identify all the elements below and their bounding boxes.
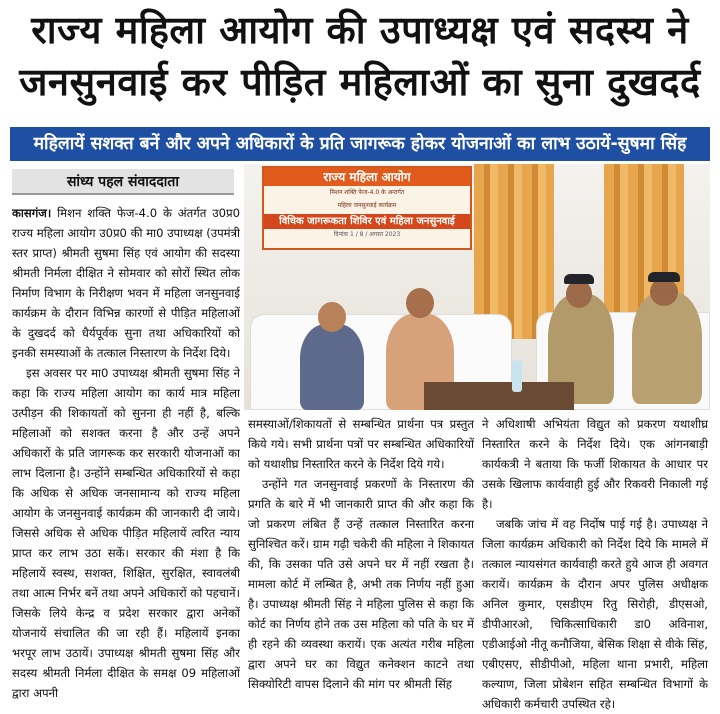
police-cap <box>648 272 680 282</box>
person-figure <box>632 292 702 404</box>
article-column-2 <box>248 414 474 711</box>
banner-date: दिनांक 1 / 8 / अगस्त 2023 <box>333 231 401 238</box>
paragraph-text: मिशन शक्ति फेज-4.0 के अंतर्गत उ0प्र0 राज्य महिला आयोग उ0प्र0 की मा0 उपाध्यक्ष (उपमंत्री स्तर प्राप्त) श्रीमती सुषमा सिंह एवं आयोग की सदस्या श्रीमती निर्मला दीक्षित ने सोमवार को सोरों स्थित लोक निर्माण विभाग के निरीक्षण भवन में महिला जनसुनवाई कार्यक्रम के दौरान विभिन्न कारणों से पीड़ित महिलाओं के दुखदर्द को धैर्यपूर्वक सुना तथा अधिकारियों को इनकी समस्याओं के तत्काल निस्तारण के निर्देश दिये। <box>12 206 240 360</box>
article-paragraph: उन्होंने गत जनसुनवाई प्रकरणों के निस्तारण की प्रगति के बारे में भी जानकारी प्राप्त की और कहा कि जो प्रकरण लंबित हैं उन्हें तत्काल निस्तारित करना सुनिश्चित करें। ग्राम गढ़ी चकेरी की महिला ने शिकायत की, कि उसका पति उसे अपने घर में नहीं रखता है। मामला कोर्ट में लम्बित है, अभी तक निर्णय नहीं हुआ है। उपाध्यक्ष श्रीमती सिंह ने महिला पुलिस से कहा कि कोर्ट का निर्णय होने तक उस महिला को पति के घर में ही रहने की व्यवस्था करायें। एक अत्यंत गरीब महिला द्वारा अपने घर का विद्युत कनेक्शन काटने तथा सिक्योरिटी वापस दिलाने की मांग पर श्रीमती सिंह <box>248 477 474 691</box>
police-cap <box>564 274 594 284</box>
event-flex-banner <box>262 166 472 250</box>
article-column-1 <box>12 203 240 711</box>
photo-curtain <box>474 164 554 339</box>
person-figure <box>300 324 364 410</box>
byline: सांध्य पहल संवाददाता <box>12 169 234 195</box>
banner-subtitle: मिशन शक्ति फेज-4.0 के अन्तर्गत <box>329 189 405 196</box>
headline-line-1: राज्य महिला आयोग की उपाध्यक्ष एवं सदस्य ने <box>31 8 689 52</box>
photo-table <box>424 382 574 410</box>
banner-strip: विधिक जागरूकता शिविर एवं महिला जनसुनवाई <box>264 214 470 229</box>
water-bottle <box>512 360 522 392</box>
dateline-place: कासगंज। <box>12 206 52 220</box>
headline-line-2: जनसुनवाई कर पीड़ित महिलाओं का सुना दुखदर्द <box>19 60 701 104</box>
article-paragraph: समस्याओं/शिकायतों से सम्बन्धित प्रार्थना पत्र प्रस्तुत किये गये। सभी प्रार्थना पत्रों पर सम्बन्धित अधिकारियों को यथाशीघ्र निस्तारित करने के निर्देश दिये गये। <box>248 417 474 471</box>
article-paragraph: जबकि जांच में वह निर्दोष पाई गई है। उपाध्यक्ष ने जिला कार्यक्रम अधिकारी को निर्देश दिये कि मामले में तत्काल न्यायसंगत कार्यवाही करते हुये आज ही अवगत करायें। कार्यक्रम के दौरान अपर पुलिस अधीक्षक अनिल कुमार, एसडीएम रितु सिरोही, डीएसओ, डीपीआरओ, चिकित्साधिकारी डा0 अविनाश, एडीआईओ नीतू कनौजिया, बेसिक शिक्षा से वीके सिंह, एबीएसए, सीडीपीओ, महिला थाना प्रभारी, महिला कल्याण, जिला प्रोबेशन सहित सम्बन्धित विभागों के अधिकारी कर्मचारी उपस्थित रहे। <box>482 517 708 711</box>
subheadline-banner: महिलायें सशक्त बनें और अपने अधिकारों के प्रति जागरूक होकर योजनाओं का लाभ उठायें-सुषमा सिंह <box>10 127 710 161</box>
person-head <box>406 288 434 318</box>
article-paragraph <box>12 203 240 363</box>
banner-subtitle-2: महिला जनसुनवाई कार्यक्रम <box>337 202 397 209</box>
headline <box>0 4 720 108</box>
person-head <box>318 302 346 332</box>
person-head <box>566 280 592 308</box>
article-column-3 <box>482 414 708 711</box>
person-head <box>650 278 678 306</box>
article-paragraph: ने अधिशाषी अभियंता विद्युत को प्रकरण यथाशीघ्र निस्तारित करने के निर्देश दिये। एक आंगनबाड़ी कार्यकत्री ने बताया कि फर्जी शिकायत के आधार पर उसके खिलाफ कार्यवाही हुई और रिकवरी निकाली गई है। <box>482 417 708 511</box>
banner-title: राज्य महिला आयोग <box>264 168 470 186</box>
news-photo <box>244 164 710 410</box>
article-paragraph: इस अवसर पर मा0 उपाध्यक्ष श्रीमती सुषमा सिंह ने कहा कि राज्य महिला आयोग का कार्य मात्र महिला उत्पीड़न की शिकायतों को सुनना ही नहीं है, बल्कि महिलाओं को सशक्त करना है और उन्हें अपने अधिकारों के प्रति जागरूक कर सरकारी योजनाओं का लाभ दिलाना है। उन्होंने सम्बन्धित अधिकारियों से कहा कि अधिक से अधिक जनसामान्य को राज्य महिला आयोग के जनसुनवाई कार्यक्रम की जानकारी दी जाये। जिससे अधिक से अधिक पीड़ित महिलायें त्वरित न्याय प्राप्त कर लाभ उठा सकें। सरकार की मंशा है कि महिलायें स्वस्थ, सशक्त, शिक्षित, सुरक्षित, स्वावलंबी तथा आत्म निर्भर बनें तथा अपने अधिकारों को पहचानें। जिसके लिये केन्द्र व प्रदेश सरकार द्वारा अनेकों योजनायें संचालित की जा रही हैं। महिलायें इनका भरपूर लाभ उठायें। उपाध्यक्ष श्रीमती सुषमा सिंह और सदस्य श्रीमती निर्मला दीक्षित के समक्ष 09 महिलाओं द्वारा अपनी <box>12 366 240 700</box>
